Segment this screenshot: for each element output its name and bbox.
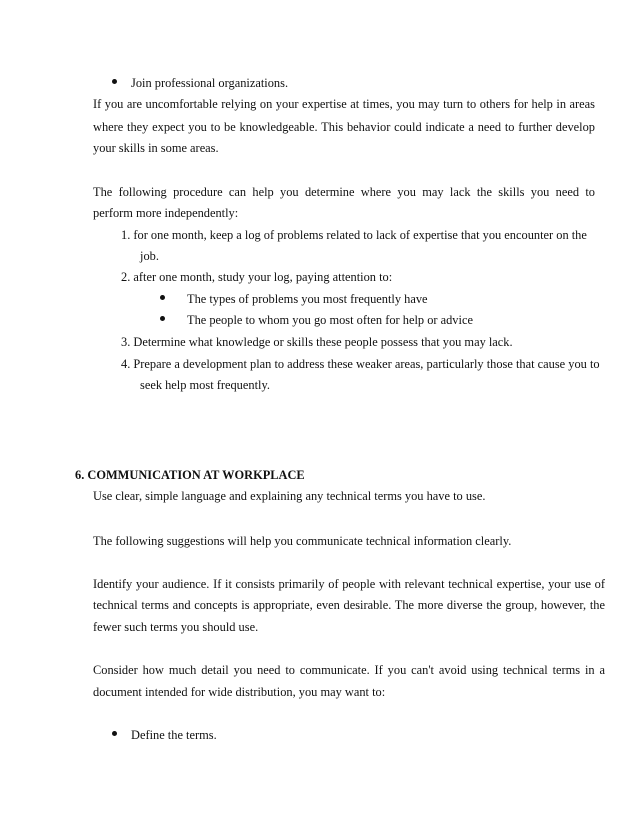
bullet-item: Define the terms. — [131, 728, 217, 742]
paragraph-line: technical terms and concepts is appropriate, even desirable. The more diverse the group, however, the — [93, 598, 605, 612]
bullet-icon — [160, 316, 165, 321]
paragraph-line: The following procedure can help you determine where you may lack the skills you need to — [93, 185, 595, 199]
paragraph-line: If you are uncomfortable relying on your expertise at times, you may turn to others for help in areas — [93, 97, 595, 111]
section-heading: 6. COMMUNICATION AT WORKPLACE — [75, 468, 305, 482]
paragraph-line: Consider how much detail you need to communicate. If you can't avoid using technical terms in a — [93, 663, 605, 677]
sub-bullet-item: The types of problems you most frequently have — [187, 292, 428, 306]
bullet-icon — [112, 79, 117, 84]
list-item-continuation: job. — [140, 249, 159, 263]
paragraph-line: perform more independently: — [93, 206, 239, 220]
list-item: 3. Determine what knowledge or skills these people possess that you may lack. — [121, 335, 513, 349]
paragraph-line: where they expect you to be knowledgeable. This behavior could indicate a need to further develop — [93, 120, 595, 134]
paragraph-line: Identify your audience. If it consists primarily of people with relevant technical expertise, your use of — [93, 577, 605, 591]
paragraph-line: document intended for wide distribution, you may want to: — [93, 685, 386, 699]
bullet-icon — [112, 731, 117, 736]
list-item: 1. for one month, keep a log of problems related to lack of expertise that you encounter on the — [121, 228, 587, 242]
list-item: 4. Prepare a development plan to address these weaker areas, particularly those that cause you to — [121, 357, 600, 371]
bullet-item: Join professional organizations. — [131, 76, 289, 90]
list-item: 2. after one month, study your log, paying attention to: — [121, 270, 393, 284]
bullet-icon — [160, 295, 165, 300]
paragraph-line: fewer such terms you should use. — [93, 620, 259, 634]
paragraph-line: The following suggestions will help you communicate technical information clearly. — [93, 534, 512, 548]
paragraph-line: Use clear, simple language and explaining any technical terms you have to use. — [93, 489, 486, 503]
paragraph-line: your skills in some areas. — [93, 141, 219, 155]
list-item-continuation: seek help most frequently. — [140, 378, 270, 392]
sub-bullet-item: The people to whom you go most often for help or advice — [187, 313, 473, 327]
